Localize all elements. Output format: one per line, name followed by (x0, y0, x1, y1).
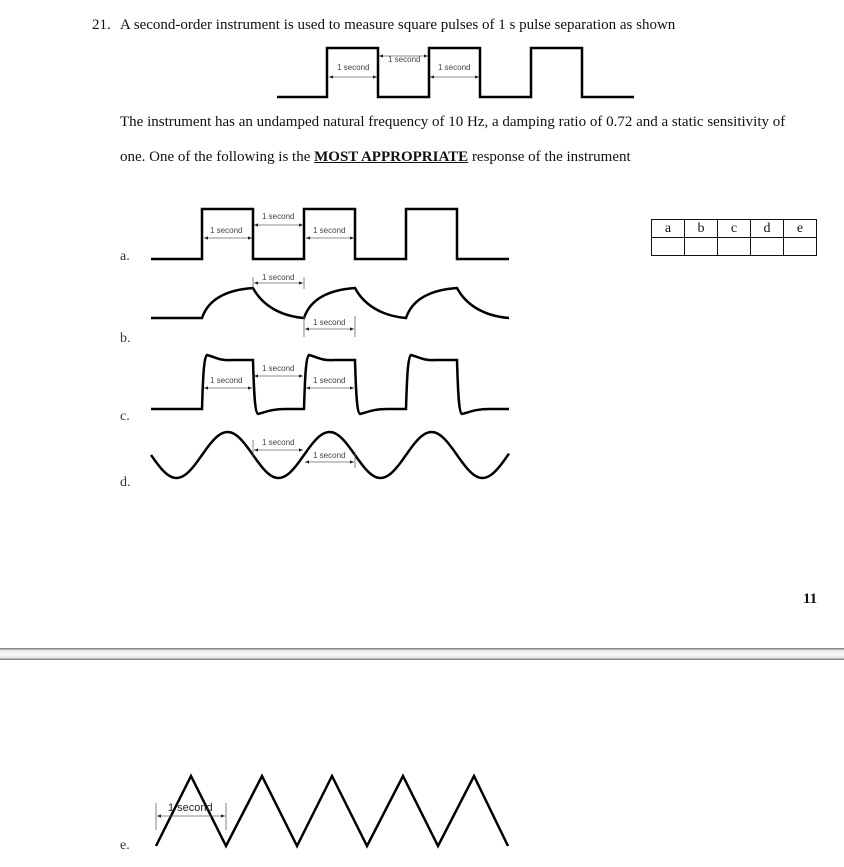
answer-header-e: e (784, 220, 817, 238)
dimension-label: 1 second (168, 802, 213, 814)
answer-header-a: a (652, 220, 685, 238)
dimension-label: 1 second (262, 212, 295, 221)
answer-cell-c[interactable] (718, 238, 751, 256)
page-number: 11 (803, 591, 818, 607)
dimension-label: 1 second (313, 376, 346, 385)
page-separator (0, 648, 844, 660)
option-c-label: c. (120, 409, 130, 424)
answer-header-d: d (751, 220, 784, 238)
dimension-label: 1 second (388, 55, 421, 64)
dimension-label: 1 second (262, 364, 295, 373)
input-dimensions (329, 55, 479, 77)
answer-header-b: b (685, 220, 718, 238)
question-stem: A second-order instrument is used to measure square pulses of 1 s pulse separation as shown (120, 17, 676, 33)
answer-cell-b[interactable] (685, 238, 718, 256)
dimension-label: 1 second (262, 273, 295, 282)
question-number: 21. (92, 17, 111, 33)
dimension-label: 1 second (438, 63, 471, 72)
answer-cell-d[interactable] (751, 238, 784, 256)
input-square-wave (277, 48, 634, 97)
answer-header-c: c (718, 220, 751, 238)
answer-table (651, 219, 817, 256)
option-a-dimensions (204, 212, 354, 238)
text: one. One of the following is the (120, 149, 315, 165)
text: response of the instrument (468, 149, 631, 165)
dimension-label: 1 second (313, 318, 346, 327)
option-b-waveform (151, 288, 509, 318)
answer-cell-a[interactable] (652, 238, 685, 256)
option-c-dimensions (204, 364, 354, 388)
emphasis-text: MOST APPROPRIATE (314, 149, 469, 165)
dimension-label: 1 second (262, 438, 295, 447)
dimension-label: 1 second (210, 376, 243, 385)
dimension-label: 1 second (337, 63, 370, 72)
option-a-label: a. (120, 249, 130, 264)
dimension-label: 1 second (313, 226, 346, 235)
option-e-label: e. (120, 838, 130, 853)
option-b-label: b. (120, 331, 131, 346)
dimension-label: 1 second (210, 226, 243, 235)
dimension-label: 1 second (313, 451, 346, 460)
answer-cell-e[interactable] (784, 238, 817, 256)
option-d-label: d. (120, 475, 131, 490)
question-text-line2: The instrument has an undamped natural frequency of 10 Hz, a damping ratio of 0.72 and a static sensitivity of (120, 114, 786, 130)
